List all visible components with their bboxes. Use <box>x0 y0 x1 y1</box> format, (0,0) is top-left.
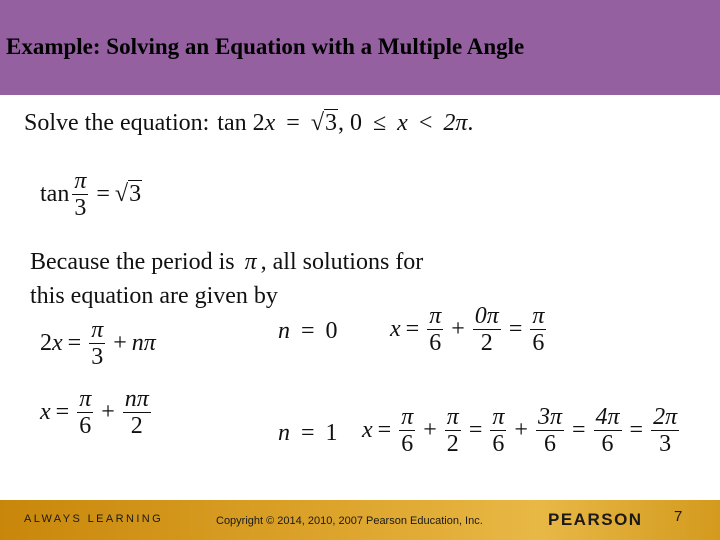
solve-label: Solve the equation: <box>24 110 210 136</box>
numerator: 3π <box>537 404 562 430</box>
fraction <box>536 404 564 457</box>
equals-sign: = <box>301 420 315 446</box>
equals-sign: = <box>96 181 110 207</box>
sqrt-three <box>115 181 142 208</box>
denominator: 2 <box>130 413 143 439</box>
fraction <box>530 303 546 356</box>
n-value: 0 <box>325 318 338 344</box>
fraction <box>77 386 93 439</box>
le-sign: ≤ <box>373 110 387 136</box>
period-text-end: , all solutions for <box>260 249 424 275</box>
plus-sign: + <box>101 399 115 425</box>
radicand: 3 <box>129 181 142 207</box>
equals-sign: = <box>571 417 586 443</box>
period-mark: . <box>467 110 474 136</box>
numerator: π <box>532 303 545 329</box>
general-equation-x <box>40 386 154 439</box>
problem-equation <box>217 106 473 140</box>
plus-sign: + <box>514 417 528 443</box>
fraction <box>473 303 501 356</box>
problem-statement <box>24 106 473 140</box>
equals-sign: = <box>468 417 483 443</box>
numerator: π <box>91 317 104 343</box>
denominator: 6 <box>601 431 614 457</box>
denominator: 6 <box>429 330 442 356</box>
upper-bound: 2π <box>443 110 468 136</box>
comma: , <box>338 110 344 136</box>
numerator: 2π <box>653 404 678 430</box>
radical-sign: √ <box>114 181 129 207</box>
page-number: 7 <box>674 508 683 525</box>
denominator: 3 <box>659 431 672 457</box>
solution-n-zero <box>390 303 549 356</box>
equals-sign: = <box>377 417 392 443</box>
tan-fn: tan <box>40 181 70 207</box>
period-text-line2: this equation are given by <box>30 283 278 309</box>
n-value: 1 <box>325 420 338 446</box>
numerator: π <box>492 404 505 430</box>
denominator: 6 <box>401 431 414 457</box>
pearson-logo: PEARSON <box>548 510 643 529</box>
var-x: x <box>264 110 276 136</box>
radical-sign: √ <box>310 110 324 136</box>
var-x: x <box>362 417 373 443</box>
solution-n-one <box>362 404 682 457</box>
fraction <box>651 404 679 457</box>
numerator: π <box>429 303 442 329</box>
var-n: n <box>278 420 290 446</box>
coef-two: 2 <box>40 330 52 356</box>
denominator: 6 <box>492 431 505 457</box>
fraction <box>89 317 105 370</box>
equals-sign: = <box>405 316 420 342</box>
equals-sign: = <box>301 318 315 344</box>
equals-sign: = <box>286 110 300 136</box>
lt-sign: < <box>418 110 433 136</box>
period-explanation <box>30 245 423 313</box>
slide-header <box>0 0 720 95</box>
fraction <box>594 404 622 457</box>
numerator: π <box>446 404 459 430</box>
sqrt-three <box>311 106 338 140</box>
fraction <box>445 404 461 457</box>
slide-title: Example: Solving an Equation with a Multiple Angle <box>6 34 525 59</box>
reference-identity <box>40 168 142 221</box>
plus-sign: + <box>113 330 127 356</box>
general-equation-2x <box>40 317 156 370</box>
denominator: 6 <box>79 413 92 439</box>
plus-sign: + <box>451 316 465 342</box>
equals-sign: = <box>508 316 523 342</box>
numerator: π <box>401 404 414 430</box>
denominator: 3 <box>74 195 87 221</box>
slide-footer <box>0 500 720 540</box>
var-n: n <box>278 318 290 344</box>
fraction <box>123 386 151 439</box>
var-x: x <box>52 330 63 356</box>
denominator: 6 <box>543 431 556 457</box>
var-x: x <box>397 110 408 136</box>
radicand: 3 <box>325 110 337 136</box>
numerator: 4π <box>595 404 620 430</box>
denominator: 6 <box>532 330 545 356</box>
numerator: π <box>74 168 87 194</box>
tan-fn: tan <box>217 110 247 136</box>
case-n-zero <box>278 318 338 345</box>
fraction <box>72 168 88 221</box>
footer-copyright: Copyright © 2014, 2010, 2007 Pearson Education, Inc. <box>216 515 483 527</box>
equals-sign: = <box>55 399 70 425</box>
denominator: 3 <box>91 344 104 370</box>
period-pi: π <box>244 249 257 275</box>
equals-sign: = <box>67 330 82 356</box>
var-x: x <box>40 399 51 425</box>
fraction <box>490 404 506 457</box>
denominator: 2 <box>480 330 493 356</box>
footer-tagline: ALWAYS LEARNING <box>24 513 164 525</box>
numerator: 0π <box>474 303 499 329</box>
n-pi-term: nπ <box>131 330 156 356</box>
fraction <box>427 303 443 356</box>
coef-two: 2 <box>252 110 265 136</box>
numerator: nπ <box>124 386 149 412</box>
var-x: x <box>390 316 401 342</box>
plus-sign: + <box>423 417 437 443</box>
fraction <box>399 404 415 457</box>
lower-bound: 0 <box>350 110 362 136</box>
equals-sign: = <box>629 417 644 443</box>
denominator: 2 <box>446 431 459 457</box>
case-n-one <box>278 420 338 447</box>
period-text-start: Because the period is <box>30 249 235 275</box>
numerator: π <box>79 386 92 412</box>
